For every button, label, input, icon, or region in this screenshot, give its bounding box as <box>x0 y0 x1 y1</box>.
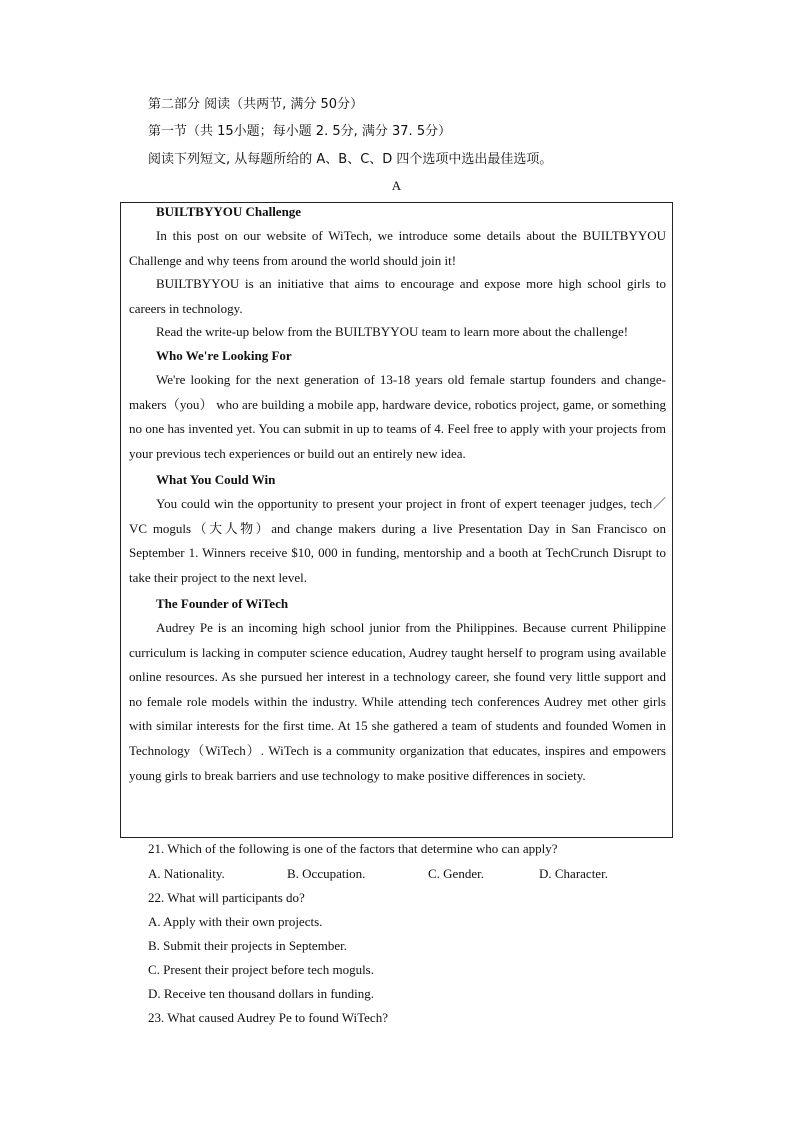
option-22-a: A. Apply with their own projects. <box>148 914 323 929</box>
option-21-b: B. Occupation. <box>287 866 366 881</box>
passage-title: BUILTBYYOU Challenge <box>156 204 302 219</box>
option-22-c: C. Present their project before tech moguls. <box>148 962 374 977</box>
question-22: 22. What will participants do? <box>148 890 305 905</box>
question-23: 23. What caused Audrey Pe to found WiTech? <box>148 1010 388 1025</box>
question-21: 21. Which of the following is one of the factors that determine who can apply? <box>148 841 558 856</box>
option-21-a: A. Nationality. <box>148 866 225 881</box>
passage-intro: In this post on our website of WiTech, we introduce some details about the BUILTBYYOU Challenge and why teens from around the world should join it! <box>129 228 666 268</box>
para-looking-for: We're looking for the next generation of 13-18 years old female startup founders and change-makers（you） who are building a mobile app, hardware device, robotics project, game, or something no one has invented yet. You can submit in up to teams of 4. Feel free to apply with your projects from your previous tech experiences or build out an entirely new idea. <box>129 372 666 461</box>
option-22-d: D. Receive ten thousand dollars in funding. <box>148 986 375 1001</box>
heading-looking-for: Who We're Looking For <box>156 348 292 363</box>
heading-founder: The Founder of WiTech <box>156 596 289 611</box>
part-heading: 第二部分 阅读（共两节, 满分 50分） <box>148 97 364 112</box>
heading-could-win: What You Could Win <box>156 472 276 487</box>
passage-label: A <box>391 178 402 193</box>
para-founder: Audrey Pe is an incoming high school junior from the Philippines. Because current Philippine curriculum is lacking in computer science education, Audrey taught herself to program using available online resources. As she pursued her interest in a technology career, she found very little support and no female role models within the industry. While attending tech conferences Audrey met other girls with similar interests for the first time. At 15 she gathered a team of students and founded Women in Technology（WiTech）. WiTech is a community organization that educates, inspires and empowers young girls to break barriers and use technology to make positive differences in society. <box>129 620 666 783</box>
option-22-b: B. Submit their projects in September. <box>148 938 347 953</box>
passage-aim: BUILTBYYOU is an initiative that aims to encourage and expose more high school girls to careers in technology. <box>129 276 666 316</box>
section-heading: 第一节（共 15小题；每小题 2. 5分, 满分 37. 5分） <box>148 124 452 139</box>
passage-box <box>120 202 673 838</box>
option-21-c: C. Gender. <box>428 866 484 881</box>
passage-read: Read the write-up below from the BUILTBYYOU team to learn more about the challenge! <box>156 324 629 339</box>
instruction-text: 阅读下列短文, 从每题所给的 A、B、C、D 四个选项中选出最佳选项。 <box>148 152 553 167</box>
para-could-win: You could win the opportunity to present your project in front of expert teenager judges, tech／VC moguls（大人物）and change makers during a live Presentation Day in San Francisco on September 1. Winners receive $10, 000 in funding, mentorship and a booth at TechCrunch Disrupt to take their project to the next level. <box>129 496 666 585</box>
option-21-d: D. Character. <box>539 866 608 881</box>
